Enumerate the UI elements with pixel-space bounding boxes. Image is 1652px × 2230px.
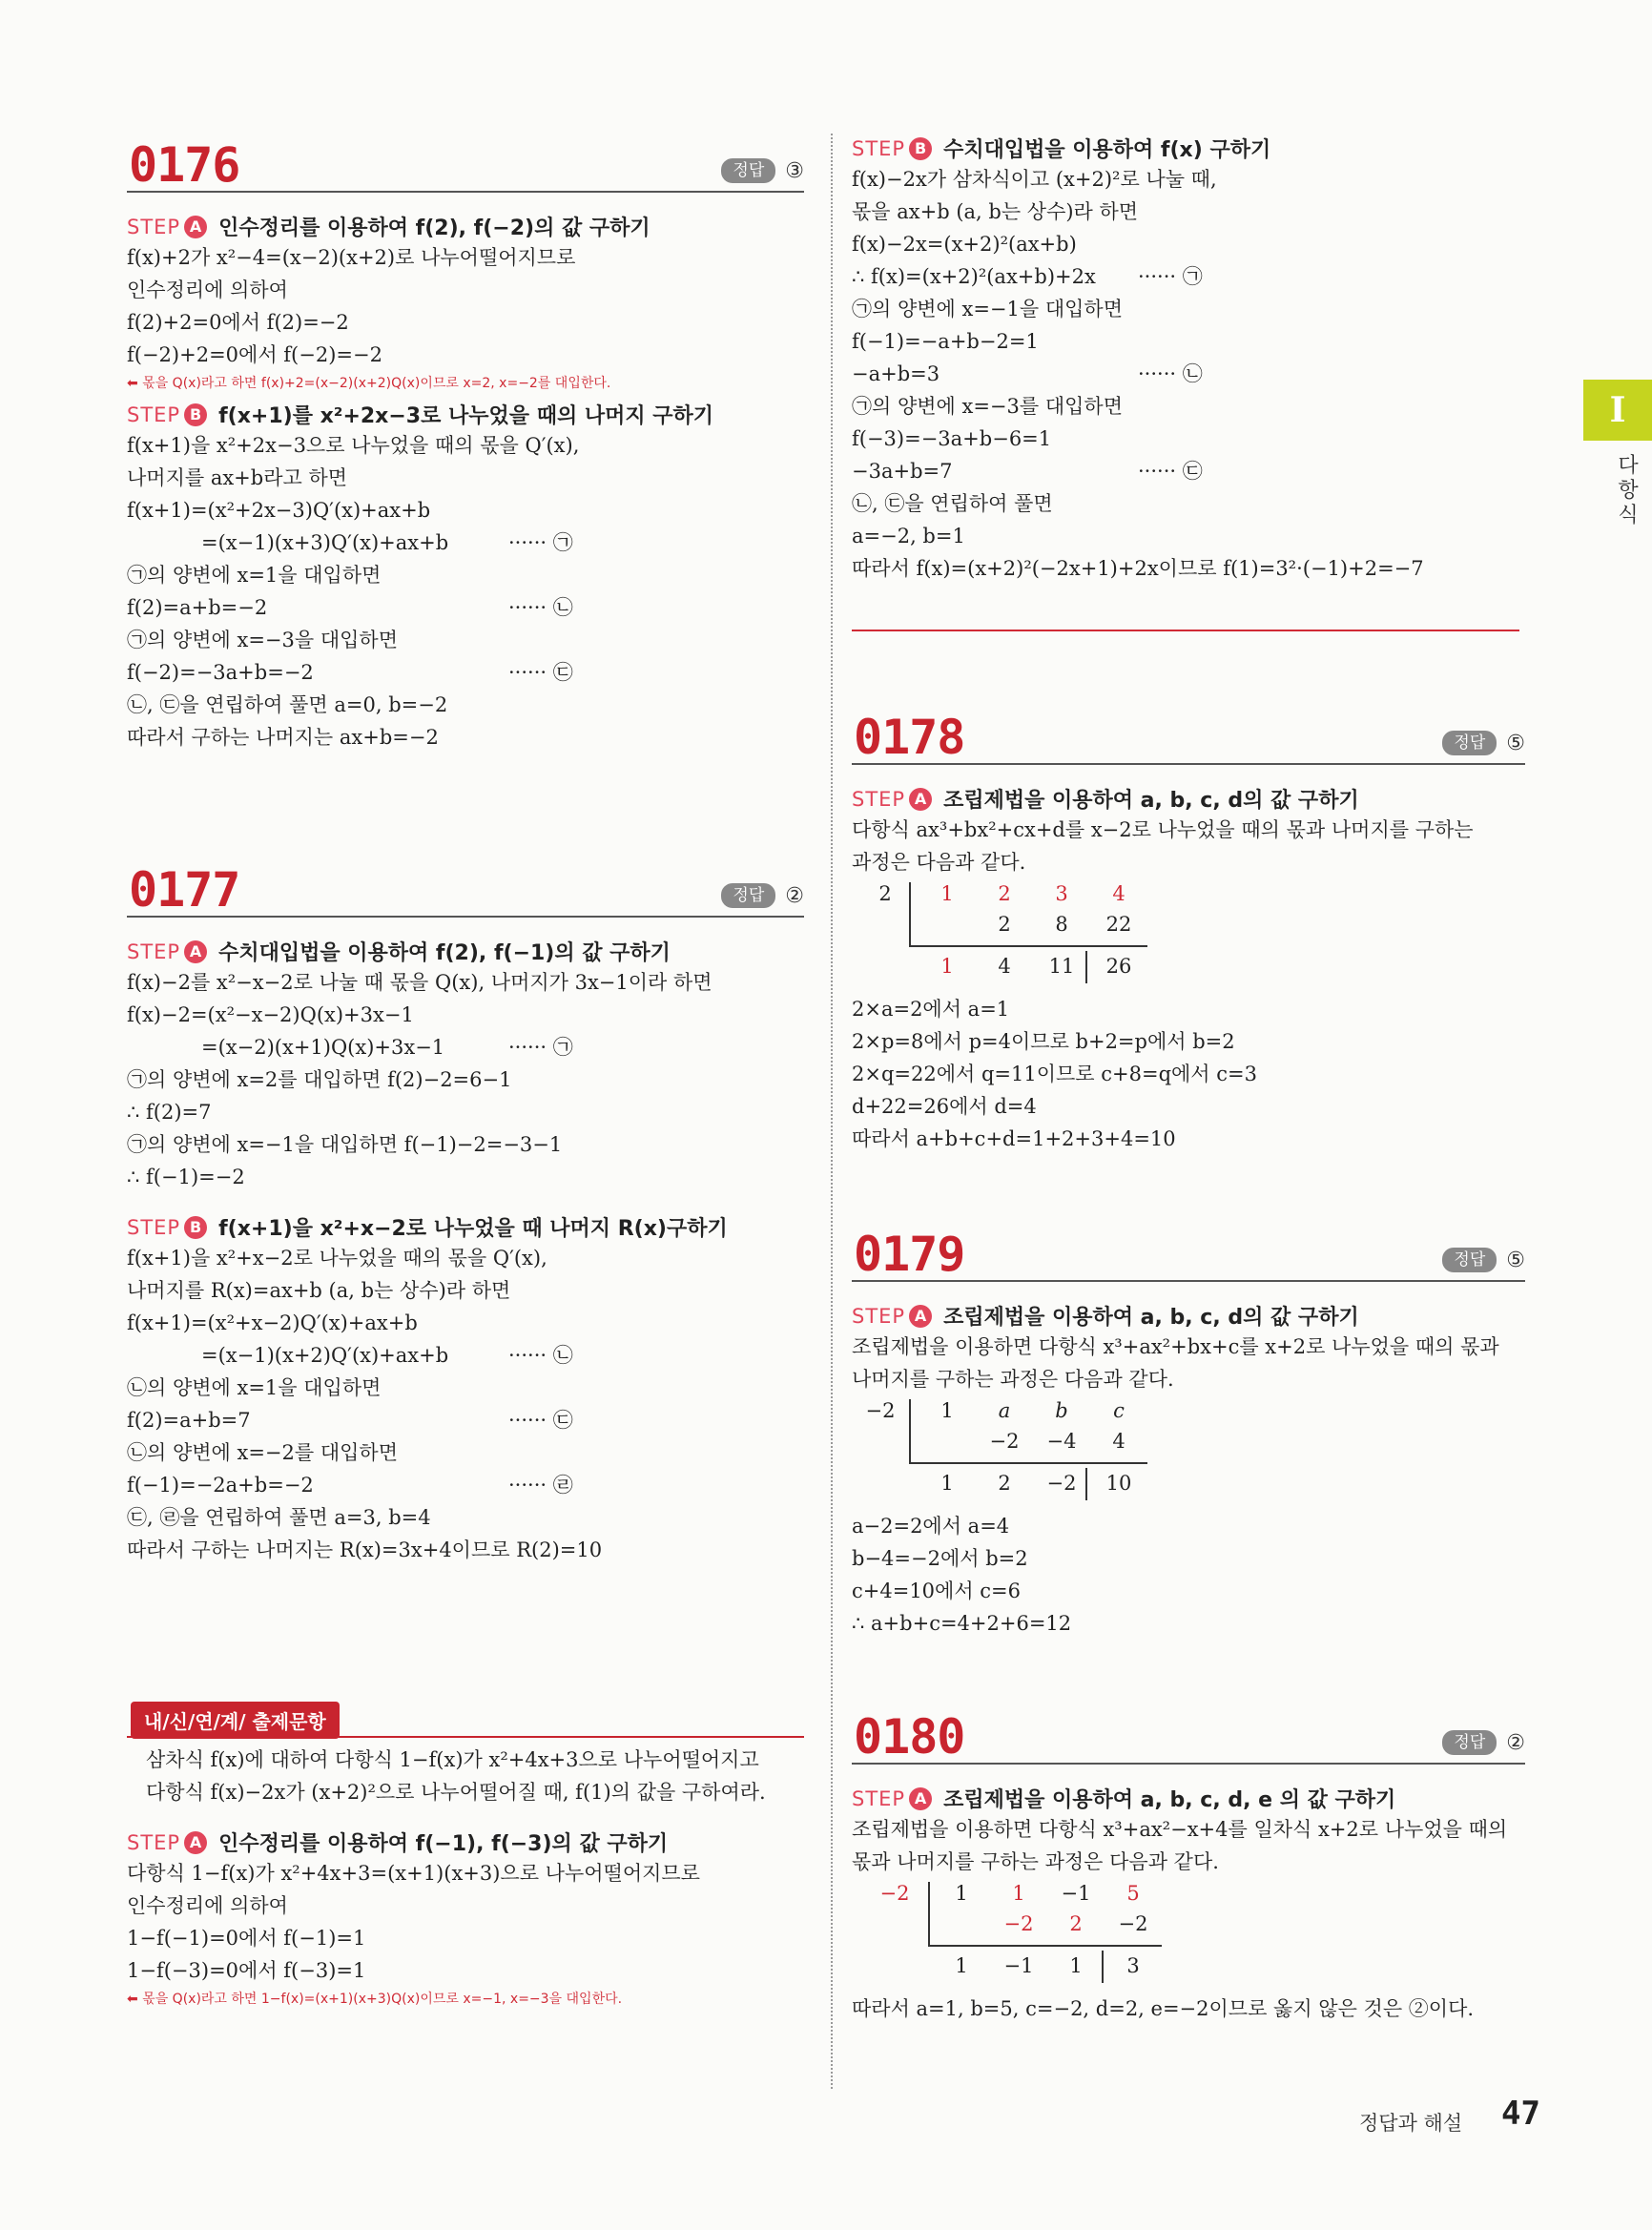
solution-line: ㉠의 양변에 x=−1을 대입하면 [852,298,1123,320]
synth-divisor: 2 [878,882,892,905]
answer [1442,1730,1525,1755]
solution-line: 따라서 f(x)=(x+2)²(−2x+1)+2x이므로 f(1)=3²·(−1)+2=−7 [852,557,1424,580]
problem-header [127,858,804,918]
solution-line [127,1031,804,1063]
answer [721,158,804,183]
solution-line: 나머지를 ax+b라고 하면 [127,466,348,489]
synth-cell: c [1113,1399,1125,1422]
solution-line: ∴ a+b+c=4+2+6=12 [852,1612,1072,1635]
synth-cell: 3 [1055,882,1068,905]
chapter-title: 다항식 [1618,454,1639,527]
synth-cell: 1 [1012,1882,1025,1905]
equation: ∴ f(x)=(x+2)²(ax+b)+2x [852,265,1096,288]
solution-line [852,358,1525,390]
synth-bar [909,1399,911,1462]
synth-cell: −2 [1003,1912,1034,1935]
synthetic-division [852,882,1525,985]
solution-line: ∴ f(2)=7 [127,1101,212,1124]
synth-cell: −2 [989,1430,1020,1453]
solution-line: 따라서 구하는 나머지는 ax+b=−2 [127,726,439,749]
answer-badge: 정답 [1442,1248,1497,1272]
step-a-badge: A [184,216,207,238]
synth-remainder-bar [1085,1468,1087,1500]
synth-remainder: 10 [1105,1472,1132,1495]
solution-line: a=−2, b=1 [852,525,965,547]
step-a-heading [852,784,1525,814]
solution-line: f(x)+2가 x²−4=(x−2)(x+2)로 나누어떨어지므로 [127,246,576,269]
solution-line: 1−f(−3)=0에서 f(−3)=1 [127,1959,366,1982]
question-line: 다항식 f(x)−2x가 (x+2)²으로 나누어떨어질 때, f(1)의 값을 구하여라. [146,1781,766,1804]
step-a-badge: A [184,1831,207,1854]
solution-line: 과정은 다음과 같다. [852,851,1026,874]
step-title: 조립제법을 이용하여 a, b, c, d의 값 구하기 [943,789,1359,813]
answer-badge: 정답 [1442,1730,1497,1755]
solution-line: f(x+1)=(x²+x−2)Q′(x)+ax+b [127,1311,418,1334]
solution-line: f(−2)+2=0에서 f(−2)=−2 [127,343,382,366]
solution-line: 따라서 a+b+c+d=1+2+3+4=10 [852,1127,1176,1150]
synth-remainder: 26 [1105,955,1132,978]
synth-cell: 1 [955,1954,968,1977]
solution-line: ㉠의 양변에 x=−1을 대입하면 f(−1)−2=−3−1 [127,1133,563,1156]
equation-tag: ······ ㉢ [508,661,573,684]
hint-note: ⬅ 몫을 Q(x)라고 하면 f(x)+2=(x−2)(x+2)Q(x)이므로 x=2, x=−2를 대입한다. [127,376,611,391]
equation-tag: ······ ㉠ [508,531,573,554]
synth-cell: 1 [940,882,954,905]
synth-cell: 5 [1126,1882,1140,1905]
equation: f(−2)=−3a+b=−2 [127,661,314,684]
synthetic-division [852,1399,1525,1502]
step-title: 인수정리를 이용하여 f(−1), f(−3)의 값 구하기 [218,1832,669,1856]
solution-line: 조립제법을 이용하면 다항식 x³+ax²−x+4를 일차식 x+2로 나누었을 때의 [852,1818,1508,1841]
step-a-badge: A [909,788,932,811]
equation-tag: ······ ㉡ [508,1344,573,1367]
solution-line: ㉡의 양변에 x=−2를 대입하면 [127,1441,398,1464]
step-a-heading [127,1827,804,1857]
problem-header [852,1223,1525,1282]
solution-line: c+4=10에서 c=6 [852,1580,1022,1602]
problem-header [852,706,1525,765]
problem-number: 0177 [129,862,240,918]
problem-0178 [852,706,1525,1155]
solution-line: f(x+1)=(x²+2x−3)Q′(x)+ax+b [127,499,431,522]
problem-0180 [852,1705,1525,2025]
problem-0179 [852,1223,1525,1640]
equation: −a+b=3 [852,362,940,385]
solution-line [127,591,804,624]
answer-badge: 정답 [721,883,775,908]
equation-tag: ······ ㉡ [1138,362,1203,385]
synthetic-division [852,1882,1525,1985]
column-divider [831,134,833,2089]
solution-line [127,1339,804,1372]
solution-line: f(x)−2를 x²−x−2로 나눌 때 몫을 Q(x), 나머지가 3x−1이라 하면 [127,971,712,994]
synth-cell: −1 [1003,1954,1034,1977]
step-a-badge: A [909,1787,932,1810]
solution-line: 인수정리에 의하여 [127,279,288,301]
step-label: STEP [852,1304,906,1328]
answer [1442,731,1525,755]
solution-line: 따라서 a=1, b=5, c=−2, d=2, e=−2이므로 옳지 않은 것은 ②이다. [852,1997,1475,2020]
synth-cell: 2 [998,913,1011,936]
solution-line: 2×a=2에서 a=1 [852,998,1010,1021]
equation: −3a+b=7 [852,460,953,483]
step-a-heading [852,1301,1525,1331]
step-title: 조립제법을 이용하여 a, b, c, d, e 의 값 구하기 [943,1788,1396,1812]
synth-cell: 1 [940,955,954,978]
hint-note: ⬅ 몫을 Q(x)라고 하면 1−f(x)=(x+1)(x+3)Q(x)이므로 x=−1, x=−3을 대입한다. [127,1992,623,2007]
solution-line: 2×q=22에서 q=11이므로 c+8=q에서 c=3 [852,1063,1257,1085]
equation: f(2)=a+b=7 [127,1409,251,1432]
step-a-heading [127,212,804,241]
problem-number: 0178 [854,710,965,765]
equation-tag: ······ ㉢ [508,1409,573,1432]
solution-line: 다항식 ax³+bx²+cx+d를 x−2로 나누었을 때의 몫과 나머지를 구하는 [852,818,1474,841]
naesin-header [127,1698,804,1738]
step-label: STEP [852,1786,906,1810]
problem-header [127,134,804,193]
solution-line: f(x+1)을 x²+x−2로 나누었을 때의 몫을 Q′(x), [127,1247,547,1270]
problem-number: 0179 [854,1227,965,1282]
solution-line: 나머지를 구하는 과정은 다음과 같다. [852,1368,1174,1391]
solution-line: ㉠의 양변에 x=1을 대입하면 [127,564,382,587]
solution-line: 따라서 구하는 나머지는 R(x)=3x+4이므로 R(2)=10 [127,1538,603,1561]
synth-cell: −1 [1061,1882,1091,1905]
naesin-question [127,1744,804,1808]
synth-cell: −2 [1046,1472,1077,1495]
solution-line: 몫을 ax+b (a, b는 상수)라 하면 [852,200,1139,223]
equation: f(−1)=−2a+b=−2 [127,1474,314,1497]
step-title: f(x+1)를 x²+2x−3로 나누었을 때의 나머지 구하기 [218,404,714,428]
solution-line [852,260,1525,293]
answer-value: ⑤ [1506,731,1525,755]
solution-line: f(2)+2=0에서 f(2)=−2 [127,311,349,334]
solution-line: f(x+1)을 x²+2x−3으로 나누었을 때의 몫을 Q′(x), [127,434,580,457]
naesin-continued [852,134,1525,585]
step-label: STEP [127,1830,181,1854]
synth-cell: 22 [1105,913,1132,936]
equation: =(x−2)(x+1)Q(x)+3x−1 [201,1036,445,1059]
chapter-tab: I [1583,380,1652,441]
solution-line [852,455,1525,487]
solution-line: ㉡, ㉢을 연립하여 풀면 [852,492,1053,515]
answer-value: ③ [785,158,804,183]
step-label: STEP [127,403,181,426]
synth-cell: 8 [1055,913,1068,936]
synth-remainder: 3 [1126,1954,1140,1977]
solution-line [127,656,804,689]
step-title: 인수정리를 이용하여 f(2), f(−2)의 값 구하기 [218,217,650,240]
naesin-label: 내/신/연/계/ 출제문항 [131,1702,340,1739]
solution-line: ㉠의 양변에 x=2를 대입하면 f(2)−2=6−1 [127,1068,512,1091]
solution-line: 조립제법을 이용하면 다항식 x³+ax²+bx+c를 x+2로 나누었을 때의 몫과 [852,1335,1499,1358]
synth-cell: 1 [955,1882,968,1905]
solution-line: 몫과 나머지를 구하는 과정은 다음과 같다. [852,1850,1219,1873]
synth-bar [928,1882,930,1945]
solution-line: f(−1)=−a+b−2=1 [852,330,1039,353]
step-label: STEP [852,136,906,160]
footer-label: 정답과 해설 [1359,2112,1463,2135]
synth-cell: b [1055,1399,1068,1422]
synth-cell: 2 [998,1472,1011,1495]
synth-cell: 11 [1048,955,1075,978]
solution-line [127,527,804,559]
answer-value: ② [1506,1730,1525,1755]
section-rule [852,630,1519,631]
solution-line [127,1469,804,1501]
solution-line: 1−f(−1)=0에서 f(−1)=1 [127,1927,366,1950]
step-a-badge: A [909,1305,932,1328]
equation: =(x−1)(x+3)Q′(x)+ax+b [201,531,449,554]
synth-remainder-bar [1102,1951,1104,1983]
step-label: STEP [127,939,181,963]
solution-line: f(x)−2x가 삼차식이고 (x+2)²로 나눌 때, [852,168,1217,191]
problem-header [852,1705,1525,1765]
synth-remainder-bar [1085,951,1087,983]
step-b-badge: B [184,1216,207,1239]
synth-cell: 1 [940,1399,954,1422]
step-b-badge: B [909,137,932,160]
solution-line: f(x)−2=(x²−x−2)Q(x)+3x−1 [127,1003,414,1026]
equation: =(x−1)(x+2)Q′(x)+ax+b [201,1344,449,1367]
synth-divisor: −2 [865,1399,896,1422]
step-a-badge: A [184,940,207,963]
synth-rule [928,1945,1162,1947]
naesin-problem [127,1698,804,2012]
solution-line: ㉠의 양변에 x=−3을 대입하면 [127,629,398,651]
synth-cell: 2 [998,882,1011,905]
solution-line: b−4=−2에서 b=2 [852,1547,1028,1570]
problem-0177 [127,858,804,1566]
synth-cell: 1 [1069,1954,1083,1977]
step-b-heading [852,134,1525,163]
step-b-badge: B [184,403,207,426]
page-number: 47 [1501,2095,1540,2133]
equation-tag: ······ ㉠ [1138,265,1203,288]
answer [1442,1248,1525,1272]
step-title: 수치대입법을 이용하여 f(x) 구하기 [943,138,1271,162]
solution-line: ㉡의 양변에 x=1을 대입하면 [127,1376,382,1399]
step-a-heading [127,937,804,966]
answer-badge: 정답 [1442,731,1497,755]
synth-cell: 2 [1069,1912,1083,1935]
synth-cell: −2 [1118,1912,1148,1935]
equation-tag: ······ ㉢ [1138,460,1203,483]
synth-cell: −4 [1046,1430,1077,1453]
step-label: STEP [127,1215,181,1239]
answer-value: ② [785,883,804,908]
solution-line: ㉠의 양변에 x=−3를 대입하면 [852,395,1123,418]
solution-line: 2×p=8에서 p=4이므로 b+2=p에서 b=2 [852,1030,1235,1053]
synth-bar [909,882,911,945]
equation: f(2)=a+b=−2 [127,596,268,619]
synth-cell: 1 [940,1472,954,1495]
synth-cell: 4 [998,955,1011,978]
solution-line: d+22=26에서 d=4 [852,1095,1037,1118]
step-title: 조립제법을 이용하여 a, b, c, d의 값 구하기 [943,1306,1359,1330]
step-b-heading [127,1212,804,1242]
synth-cell: 4 [1112,882,1125,905]
equation-tag: ······ ㉡ [508,596,573,619]
solution-line: 다항식 1−f(x)가 x²+4x+3=(x+1)(x+3)으로 나누어떨어지므로 [127,1862,700,1885]
solution-line: 인수정리에 의하여 [127,1894,288,1917]
answer-badge: 정답 [721,158,775,183]
solution-line: f(x)−2x=(x+2)²(ax+b) [852,233,1077,256]
synth-rule [909,945,1147,947]
step-label: STEP [852,787,906,811]
solution-line [127,1404,804,1436]
solution-line: 나머지를 R(x)=ax+b (a, b는 상수)라 하면 [127,1279,511,1302]
step-b-heading [127,400,804,429]
solution-line: ㉢, ㉣을 연립하여 풀면 a=3, b=4 [127,1506,431,1529]
problem-number: 0176 [129,137,240,193]
problem-0176 [127,134,804,754]
step-label: STEP [127,215,181,238]
question-line: 삼차식 f(x)에 대하여 다항식 1−f(x)가 x²+4x+3으로 나누어떨어지고 [146,1748,759,1771]
synth-cell: a [998,1399,1011,1422]
synth-rule [909,1462,1147,1464]
solution-line: f(−3)=−3a+b−6=1 [852,427,1052,450]
solution-line: ∴ f(−1)=−2 [127,1166,245,1188]
answer [721,883,804,908]
step-title: f(x+1)을 x²+x−2로 나누었을 때 나머지 R(x)구하기 [218,1217,728,1241]
answer-value: ⑤ [1506,1248,1525,1272]
solution-line: ㉡, ㉢을 연립하여 풀면 a=0, b=−2 [127,693,448,716]
step-a-heading [852,1784,1525,1813]
step-title: 수치대입법을 이용하여 f(2), f(−1)의 값 구하기 [218,941,671,965]
equation-tag: ······ ㉣ [508,1474,573,1497]
synth-divisor: −2 [879,1882,910,1905]
synth-cell: 4 [1112,1430,1125,1453]
equation-tag: ······ ㉠ [508,1036,573,1059]
solution-line: a−2=2에서 a=4 [852,1515,1010,1538]
problem-number: 0180 [854,1709,965,1765]
